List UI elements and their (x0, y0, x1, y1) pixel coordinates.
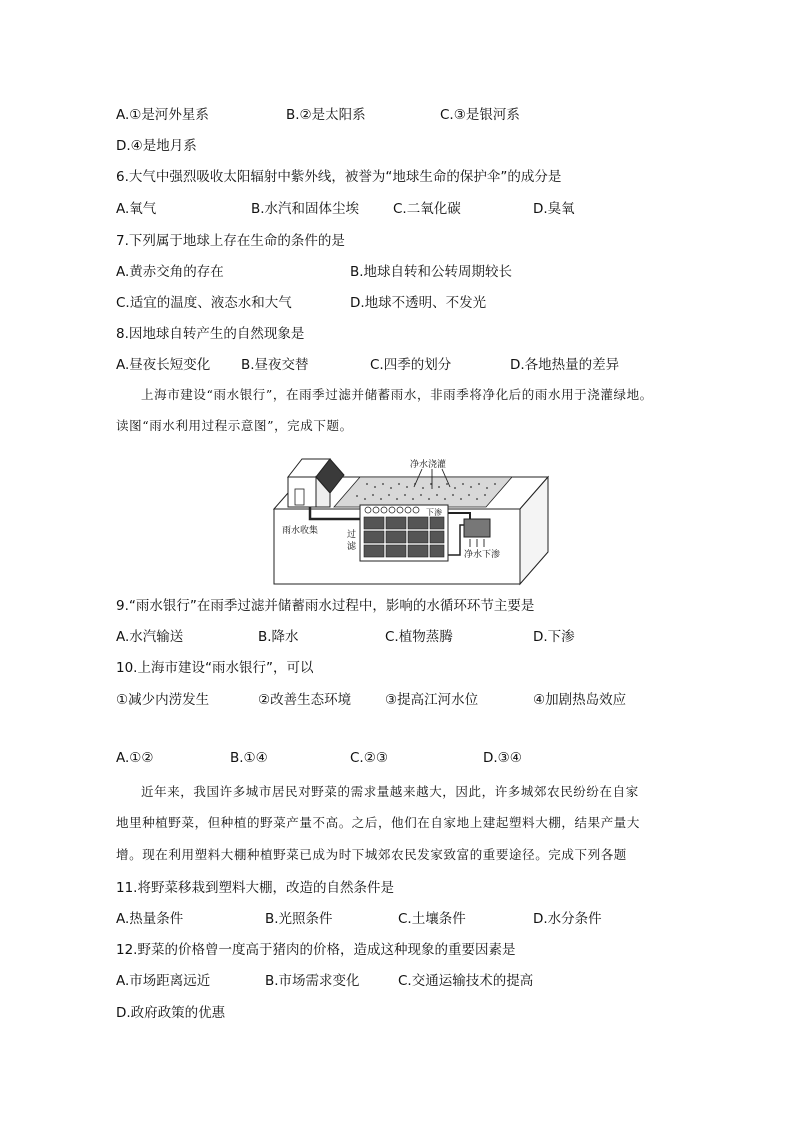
filter-blocks (364, 517, 444, 557)
q11-option-c: C.土壤条件 (398, 911, 466, 927)
q10-option-a: A.①② (116, 750, 154, 766)
rainwater-diagram (272, 447, 552, 587)
q6-option-b: B.水汽和固体尘埃 (251, 201, 360, 217)
house-door (295, 489, 304, 505)
q6-stem: 6.大气中强烈吸收太阳辐射中紫外线，被誉为“地球生命的保护伞”的成分是 (116, 169, 562, 185)
q8-option-b: B.昼夜交替 (241, 357, 309, 373)
q10-statement-1: ①减少内涝发生 (116, 692, 210, 708)
label-collect: 雨水收集 (282, 526, 319, 536)
q8-option-c: C.四季的划分 (370, 357, 452, 373)
q6-option-d: D.臭氧 (533, 201, 575, 217)
q11-stem: 11.将野菜移栽到塑料大棚，改造的自然条件是 (116, 880, 394, 896)
q7-option-a: A.黄赤交角的存在 (116, 264, 224, 280)
grass-field (334, 477, 512, 507)
passage-2-line-2: 地里种植野菜，但种植的野菜产量不高。之后，他们在自家地上建起塑料大棚，结果产量大 (116, 815, 641, 830)
q10-option-b: B.①④ (230, 750, 268, 766)
q9-option-c: C.植物蒸腾 (385, 629, 453, 645)
q11-option-b: B.光照条件 (265, 911, 333, 927)
passage-2-line-3: 增。现在利用塑料大棚种植野菜已成为时下城郊农民发家致富的重要途径。完成下列各题 (116, 847, 627, 862)
q6-option-a: A.氧气 (116, 201, 157, 217)
label-seep: 净水下渗 (464, 550, 501, 560)
q10-option-c: C.②③ (350, 750, 388, 766)
passage-1-line-2: 读图“雨水利用过程示意图”，完成下题。 (116, 418, 353, 433)
q10-statement-2: ②改善生态环境 (258, 692, 352, 708)
q10-statement-4: ④加剧热岛效应 (533, 692, 627, 708)
passage-1-line-1: 上海市建设“雨水银行”，在雨季过滤并储蓄雨水，非雨季将净化后的雨水用于浇灌绿地。 (141, 387, 653, 402)
seepage-box (464, 519, 490, 537)
q9-option-d: D.下渗 (533, 629, 575, 645)
q8-stem: 8.因地球自转产生的自然现象是 (116, 326, 305, 342)
q5-option-d: D.④是地月系 (116, 138, 197, 154)
q9-stem: 9.“雨水银行”在雨季过滤并储蓄雨水过程中，影响的水循环环节主要是 (116, 598, 535, 614)
label-filter-2: 滤 (347, 542, 357, 552)
passage-2-line-1: 近年来，我国许多城市居民对野菜的需求量越来越大，因此，许多城郊农民纷纷在自家 (141, 784, 639, 799)
q10-stem: 10.上海市建设“雨水银行”，可以 (116, 660, 314, 676)
q9-option-b: B.降水 (258, 629, 299, 645)
label-filter-1: 过 (347, 530, 357, 540)
q11-option-d: D.水分条件 (533, 911, 602, 927)
q10-statement-3: ③提高江河水位 (385, 692, 479, 708)
q10-option-d: D.③④ (483, 750, 522, 766)
q9-option-a: A.水汽输送 (116, 629, 184, 645)
label-irrigation: 净水浇灌 (410, 460, 447, 470)
q12-option-a: A.市场距离远近 (116, 973, 211, 989)
q5-option-c: C.③是银河系 (440, 107, 520, 123)
q12-option-d: D.政府政策的优惠 (116, 1005, 226, 1021)
q6-option-c: C.二氧化碳 (393, 201, 461, 217)
q12-stem: 12.野菜的价格曾一度高于猪肉的价格，造成这种现象的重要因素是 (116, 942, 516, 958)
q5-option-b: B.②是太阳系 (286, 107, 366, 123)
q7-stem: 7.下列属于地球上存在生命的条件的是 (116, 233, 345, 249)
q8-option-d: D.各地热量的差异 (510, 357, 620, 373)
q11-option-a: A.热量条件 (116, 911, 184, 927)
label-down: 下渗 (426, 508, 442, 517)
q7-option-b: B.地球自转和公转周期较长 (350, 264, 513, 280)
q5-option-a: A.①是河外星系 (116, 107, 209, 123)
q7-option-c: C.适宜的温度、液态水和大气 (116, 295, 292, 311)
q12-option-c: C.交通运输技术的提高 (398, 973, 534, 989)
q8-option-a: A.昼夜长短变化 (116, 357, 211, 373)
q7-option-d: D.地球不透明、不发光 (350, 295, 487, 311)
q12-option-b: B.市场需求变化 (265, 973, 360, 989)
